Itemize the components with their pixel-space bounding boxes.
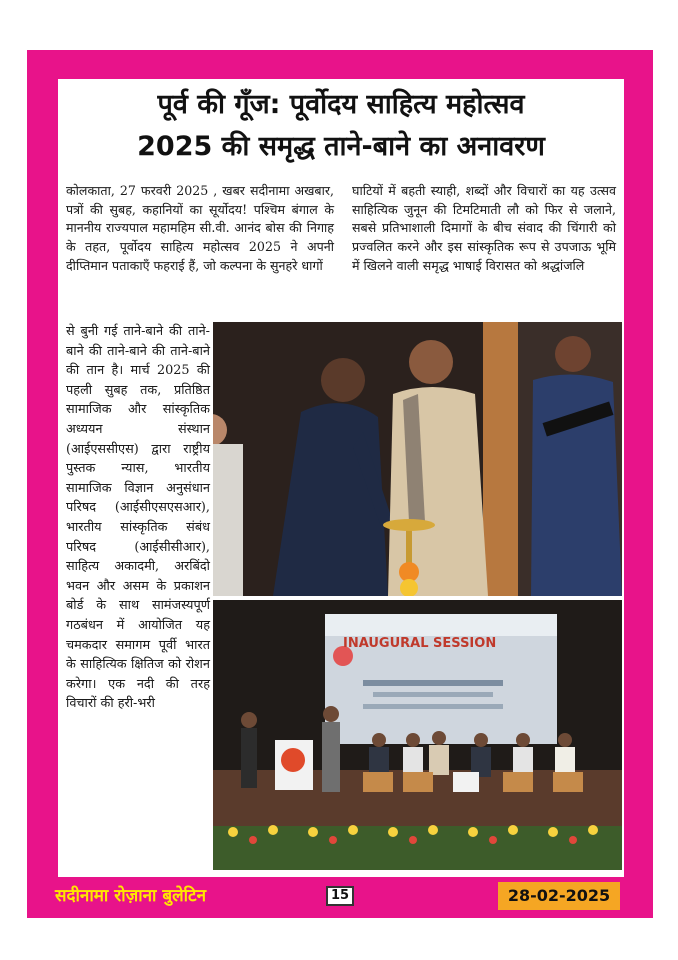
- headline-line-2: 2025 की समृद्ध ताने-बाने का अनावरण: [137, 131, 545, 162]
- lamp-lighting-photo: [213, 322, 622, 596]
- article-column-left-narrow: से बुनी गई ताने-बाने की ताने-बाने की ताने-बाने की ताने-बाने की तान है। मार्च 2025 की पहली सुबह तक, प्रतिष्ठित सामाजिक और सांस्कृतिक अध्ययन संस्थान (आईएससीएस) द्वारा राष्ट्रीय पुस्तक न्यास, भारतीय सामाजिक विज्ञान अनुसंधान परिषद (आईसीएसएसआर), भारतीय सांस्कृतिक संबंध परिषद (आईसीसीआर), साहित्य अकादमी, अरबिंदो भवन और असम के प्रकाशन बोर्ड के साथ सामंजस्यपूर्ण गठबंधन में आयोजित यह चमकदार समागम पूर्वी भारत के साहित्यिक क्षितिज को रोशन करेगा। एक नदी की तरह विचारों की हरी-भरी: [66, 324, 210, 712]
- article-column-left-top: कोलकाता, 27 फरवरी 2025 , खबर सदीनामा अखबार, पत्रों की सुबह, कहानियों का सूर्योदय! पश्चिम बंगाल के माननीय राज्यपाल महामहिम सी.वी. आनंद बोस की निगाह के तहत, पूर्वोदय साहित्य महोत्सव 2025 ने अपनी दीप्तिमान पताकाएँ फहराई हैं, जो कल्पना के सुनहरे धागों: [66, 183, 334, 273]
- publication-date: 28-02-2025: [498, 882, 620, 910]
- publication-name: सदीनामा रोज़ाना बुलेटिन: [47, 882, 269, 910]
- inaugural-session-photo: [213, 600, 622, 870]
- headline-line-1: पूर्व की गूँज: पूर्वोदय साहित्य महोत्सव: [157, 89, 525, 120]
- article-column-right-top: घाटियों में बहती स्याही, शब्दों और विचारों का यह उत्सव साहित्यिक जुनून की टिमटिमाती लौ को फिर से जलाने, सबसे प्रतिभाशाली दिमागों के बीच संवाद की चिंगारी को प्रज्वलित करने और इस सांस्कृतिक रूप से उपजाऊ भूमि में खिलने वाली समृद्ध भाषाई विरासत को श्रद्धांजलि: [352, 183, 616, 273]
- page-number: 15: [326, 886, 354, 906]
- screen-title: INAUGURAL SESSION: [343, 636, 497, 651]
- lamp-lighting-illustration: [213, 322, 622, 596]
- headline: [58, 84, 624, 168]
